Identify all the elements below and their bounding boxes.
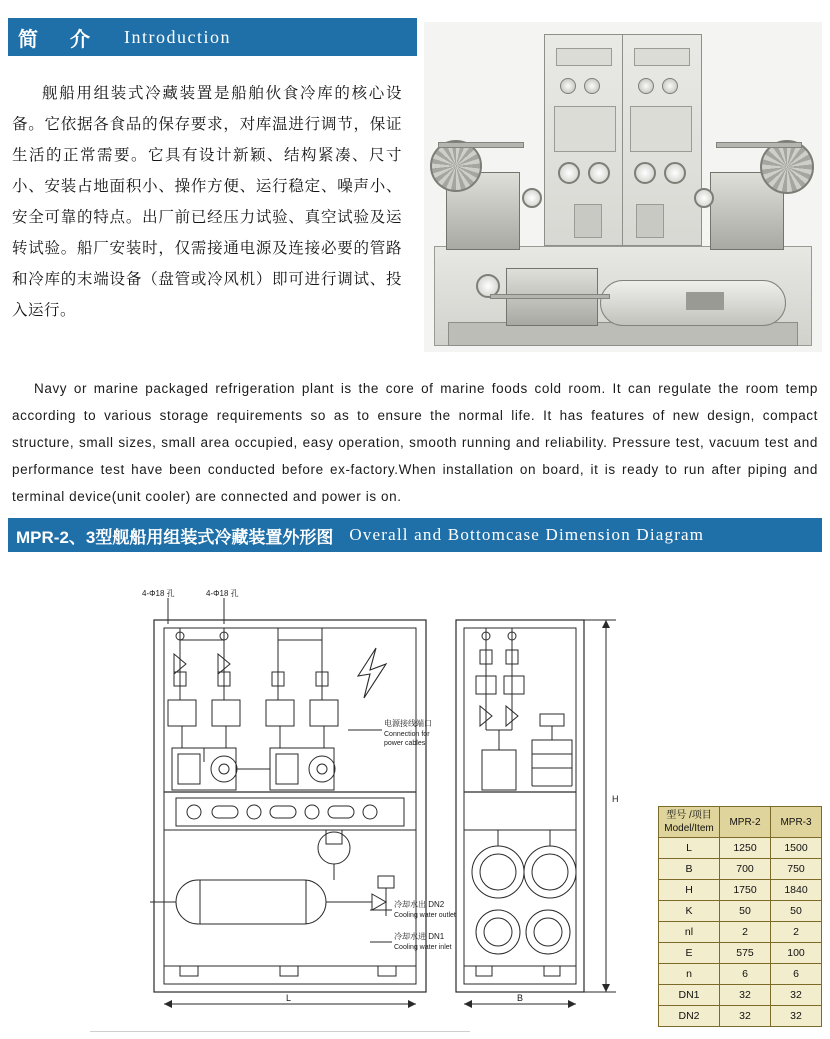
table-header-row — [659, 807, 822, 838]
intro-title-cn: 简 介 — [18, 28, 96, 51]
table-row — [659, 859, 822, 880]
table-row — [659, 964, 822, 985]
cell-mpr2: 6 — [720, 964, 771, 985]
cell-mpr2: 50 — [720, 901, 771, 922]
row-label: H — [659, 880, 720, 901]
photo-gauge-2 — [588, 162, 610, 184]
photo-knob-1 — [560, 78, 576, 94]
cell-mpr3: 32 — [771, 985, 822, 1006]
power-label-en1: Connection for — [384, 731, 430, 738]
table-row — [659, 880, 822, 901]
cell-mpr3: 1840 — [771, 880, 822, 901]
row-label: B — [659, 859, 720, 880]
intro-paragraph-cn: 舰船用组装式冷藏装置是船舶伙食冷库的核心设备。它依据各食品的保存要求，对库温进行调节，保证生活的正常需要。它具有设计新颖、结构紧凑、尺寸小、安装占地面积小、操作方便、运行稳定、噪声小、安全可靠的特点。出厂前已经压力试验、真空试验及运转试验。船厂安装时，仅需接通电源及连接必要的管路和冷库的末端设备（盘管或冷风机）即可进行调试、投入运行。 — [12, 85, 402, 319]
row-label: E — [659, 943, 720, 964]
intro-title-en: Introduction — [124, 26, 231, 47]
photo-knob-4 — [662, 78, 678, 94]
cell-mpr3: 750 — [771, 859, 822, 880]
row-label: DN1 — [659, 985, 720, 1006]
photo-pipe-bottom — [490, 294, 610, 299]
photo-cabinet-divider — [622, 34, 623, 246]
photo-panel-mid-1 — [554, 106, 616, 152]
cell-mpr2: 1250 — [720, 838, 771, 859]
row-label: DN2 — [659, 1006, 720, 1027]
diagram-title-en: Overall and Bottomcase Dimension Diagram — [349, 525, 705, 544]
photo-gauge-4 — [664, 162, 686, 184]
cell-mpr3: 6 — [771, 964, 822, 985]
header-col-mpr3: MPR-3 — [771, 807, 822, 838]
outlet-label-en: Cooling water outlet — [394, 912, 456, 919]
dimension-B: B — [517, 993, 524, 1003]
dimension-drawing — [120, 580, 640, 1020]
cell-mpr2: 700 — [720, 859, 771, 880]
page-rule — [90, 1031, 470, 1032]
photo-vessel-plate — [686, 292, 724, 310]
photo-panel-display-2 — [634, 48, 690, 66]
cell-mpr2: 2 — [720, 922, 771, 943]
table-row — [659, 838, 822, 859]
intro-section-header — [8, 18, 417, 56]
header-model-cn: 型号 /项目 — [666, 810, 712, 821]
power-label-cn: 电源接线端口 — [384, 719, 432, 728]
photo-gauge-left — [522, 188, 542, 208]
photo-gauge-right — [694, 188, 714, 208]
row-label: K — [659, 901, 720, 922]
dimension-L: L — [286, 993, 292, 1003]
inlet-label-cn: 冷却水进 DN1 — [394, 932, 445, 941]
hole-callout-right: 4-Φ18 孔 — [206, 589, 239, 598]
cell-mpr2: 32 — [720, 1006, 771, 1027]
specification-table — [658, 806, 822, 1027]
inlet-label-en: Cooling water inlet — [394, 944, 452, 951]
row-label: nl — [659, 922, 720, 943]
cell-mpr3: 1500 — [771, 838, 822, 859]
row-label: L — [659, 838, 720, 859]
diagram-title-cn: MPR-2、3型舰船用组装式冷藏装置外形图 — [16, 527, 334, 547]
photo-panel-lower-2 — [636, 204, 664, 238]
dimension-H: H — [612, 794, 619, 804]
cell-mpr3: 2 — [771, 922, 822, 943]
cell-mpr3: 32 — [771, 1006, 822, 1027]
cell-mpr3: 100 — [771, 943, 822, 964]
photo-panel-mid-2 — [630, 106, 692, 152]
table-row — [659, 1006, 822, 1027]
photo-panel-lower-1 — [574, 204, 602, 238]
row-label: n — [659, 964, 720, 985]
table-row — [659, 922, 822, 943]
photo-flywheel-right — [760, 140, 814, 194]
photo-pipe-right — [716, 142, 802, 148]
photo-knob-2 — [584, 78, 600, 94]
photo-gauge-1 — [558, 162, 580, 184]
header-col-mpr2: MPR-2 — [720, 807, 771, 838]
cell-mpr3: 50 — [771, 901, 822, 922]
table-row — [659, 943, 822, 964]
table-row — [659, 985, 822, 1006]
cell-mpr2: 575 — [720, 943, 771, 964]
outlet-label-cn: 冷却水出 DN2 — [394, 900, 445, 909]
photo-knob-3 — [638, 78, 654, 94]
photo-pipe-left — [438, 142, 524, 148]
product-photo — [424, 22, 822, 352]
table-body — [659, 838, 822, 1027]
table-row — [659, 901, 822, 922]
photo-panel-display-1 — [556, 48, 612, 66]
intro-paragraph-en: Navy or marine packaged refrigeration plant is the core of marine foods cold room. It can regulate the room temp according to various storage requirements so as to ensure the normal life. It has features of new design, compact structure, small sizes, small area occupied, easy operation, smooth running and reliability. Pressure test, vacuum test and performance test have been conducted before ex-factory.When installation on board, it is ready to run after piping and terminal device(unit cooler) are connected and power is on. — [12, 381, 818, 504]
power-label-en2: power cables — [384, 740, 426, 747]
cell-mpr2: 32 — [720, 985, 771, 1006]
cell-mpr2: 1750 — [720, 880, 771, 901]
diagram-section-header — [8, 518, 822, 552]
header-model-en: Model/Item — [664, 823, 714, 834]
hole-callout-left: 4-Φ18 孔 — [142, 589, 175, 598]
photo-gauge-3 — [634, 162, 656, 184]
header-model-cell — [659, 807, 720, 838]
